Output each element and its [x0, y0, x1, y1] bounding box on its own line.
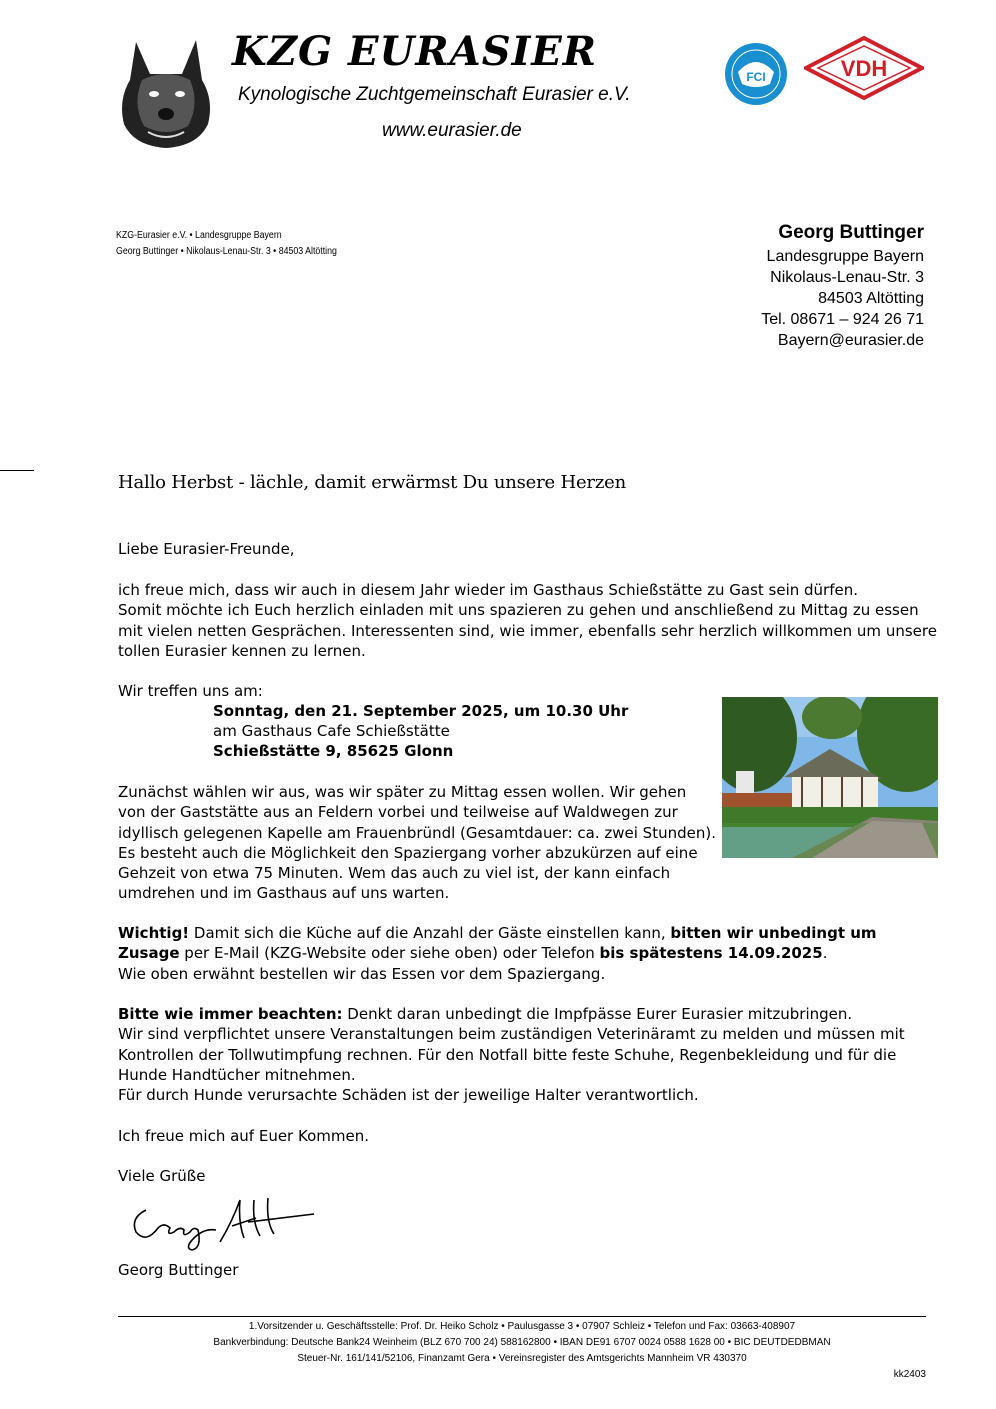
meeting-date: Sonntag, den 21. September 2025, um 10.30 Uhr [213, 702, 629, 720]
dog-head-logo [118, 34, 214, 150]
reference-code: kk2403 [893, 1369, 926, 1380]
regards: Viele Grüße [118, 1167, 206, 1185]
signature-name: Georg Buttinger [118, 1261, 239, 1279]
important-text: per E-Mail (KZG-Website oder siehe oben) oder Telefon [179, 944, 600, 963]
walk-line: Zunächst wählen wir aus, was wir später zu Mittag essen wollen. Wir gehen [118, 783, 687, 801]
footer-divider [118, 1316, 926, 1317]
brand-website: www.eurasier.de [382, 120, 522, 141]
sender-line-2: Georg Buttinger • Nikolaus-Lenau-Str. 3 • 84503 Altötting [116, 246, 337, 257]
fold-mark [0, 470, 34, 471]
important-line: Wie oben erwähnt bestellen wir das Essen vor dem Spaziergang. [118, 964, 606, 983]
intro-line: tollen Eurasier kennen zu lernen. [118, 641, 366, 660]
walk-line: Gehzeit von etwa 75 Minuten. Wem das auch zu viel ist, der kann einfach [118, 864, 671, 883]
notes-line: Für durch Hunde verursachte Schäden ist der jeweilige Halter verantwortlich. [118, 1086, 699, 1105]
walk-line: von der Gaststätte aus an Feldern vorbei und teilweise auf Waldwegen zur [118, 803, 678, 822]
contact-phone: Tel. 08671 – 924 26 71 [761, 311, 924, 328]
closing: Ich freue mich auf Euer Kommen. [118, 1127, 369, 1145]
important-text: . [822, 944, 828, 963]
brand-title: KZG EURASIER [232, 28, 598, 75]
notes-line: Hunde Handtücher mitnehmen. [118, 1065, 356, 1084]
brand-subtitle: Kynologische Zuchtgemeinschaft Eurasier e.V. [238, 84, 631, 105]
fci-logo-text: FCI [746, 70, 766, 84]
contact-name: Georg Buttinger [778, 222, 924, 243]
notes-line: Kontrollen der Tollwutimpfung rechnen. Für den Notfall bitte feste Schuhe, Regenbekleidung und für die [118, 1045, 897, 1064]
notes-label: Bitte wie immer beachten: [118, 1005, 343, 1023]
important-text: Damit sich die Küche auf die Anzahl der Gäste einstellen kann, [189, 924, 671, 942]
meeting-place: am Gasthaus Cafe Schießstätte [213, 722, 450, 740]
walk-line: idyllisch gelegenen Kapelle am Frauenbründl (Gesamtdauer: ca. zwei Stunden). [118, 823, 716, 842]
letter-subject: Hallo Herbst - lächle, damit erwärmst Du unsere Herzen [118, 472, 626, 493]
intro-line: mit vielen netten Gesprächen. Interessenten sind, wie immer, ebenfalls sehr herzlich willkommen um unsere [118, 621, 937, 640]
important-label: Wichtig! [118, 924, 190, 942]
notes-line: Wir sind verpflichtet unsere Veranstaltungen beim zuständigen Veterinäramt zu melden und müssen mit [118, 1025, 905, 1044]
walk-line: umdrehen und im Gasthaus auf uns warten. [118, 884, 450, 903]
meeting-address: Schießstätte 9, 85625 Glonn [213, 742, 454, 760]
contact-street: Nikolaus-Lenau-Str. 3 [770, 269, 924, 286]
important-paragraph [118, 923, 877, 984]
footer-line-3: Steuer-Nr. 161/141/52106, Finanzamt Gera • Vereinsregister des Amtsgerichts Mannheim VR 430370 [297, 1353, 747, 1364]
notes-paragraph [118, 1004, 905, 1105]
notes-text: Denkt daran unbedingt die Impfpässe Eurer Eurasier mitzubringen. [342, 1005, 853, 1023]
vdh-logo-text: VDH [840, 56, 888, 81]
greeting: Liebe Eurasier-Freunde, [118, 540, 295, 558]
walk-paragraph [118, 782, 716, 904]
vdh-logo [804, 36, 924, 100]
fci-logo [724, 42, 788, 106]
important-emphasis: bitten wir unbedingt um [670, 924, 877, 942]
intro-line: Somit möchte ich Euch herzlich einladen mit uns spazieren zu gehen und anschließend zu Mittag zu essen [118, 601, 919, 620]
intro-line: ich freue mich, dass wir auch in diesem Jahr wieder im Gasthaus Schießstätte zu Gast sein dürfen. [118, 581, 859, 599]
intro-paragraph [118, 580, 937, 661]
handwritten-signature [128, 1192, 318, 1252]
contact-group: Landesgruppe Bayern [766, 248, 924, 265]
deadline: bis spätestens 14.09.2025 [599, 944, 823, 963]
contact-block [761, 220, 924, 351]
meeting-lead: Wir treffen uns am: [118, 682, 263, 700]
walk-line: Es besteht auch die Möglichkeit den Spaziergang vorher abzukürzen auf eine [118, 843, 698, 862]
contact-email: Bayern@eurasier.de [777, 332, 924, 349]
footer-line-1: 1.Vorsitzender u. Geschäftsstelle: Prof. Dr. Heiko Scholz • Paulusgasse 3 • 07907 Schleiz • Telefon und Fax: 03663-408907 [248, 1321, 796, 1332]
inn-photo [722, 697, 938, 858]
footer-line-2: Bankverbindung: Deutsche Bank24 Weinheim (BLZ 670 700 24) 588162800 • IBAN DE91 6707 0024 0588 1628 00 • BIC DEUTDEDBMAN [213, 1337, 831, 1348]
important-emphasis: Zusage [118, 944, 180, 963]
contact-city: 84503 Altötting [818, 290, 924, 307]
sender-line-1: KZG-Eurasier e.V. • Landesgruppe Bayern [116, 230, 282, 241]
